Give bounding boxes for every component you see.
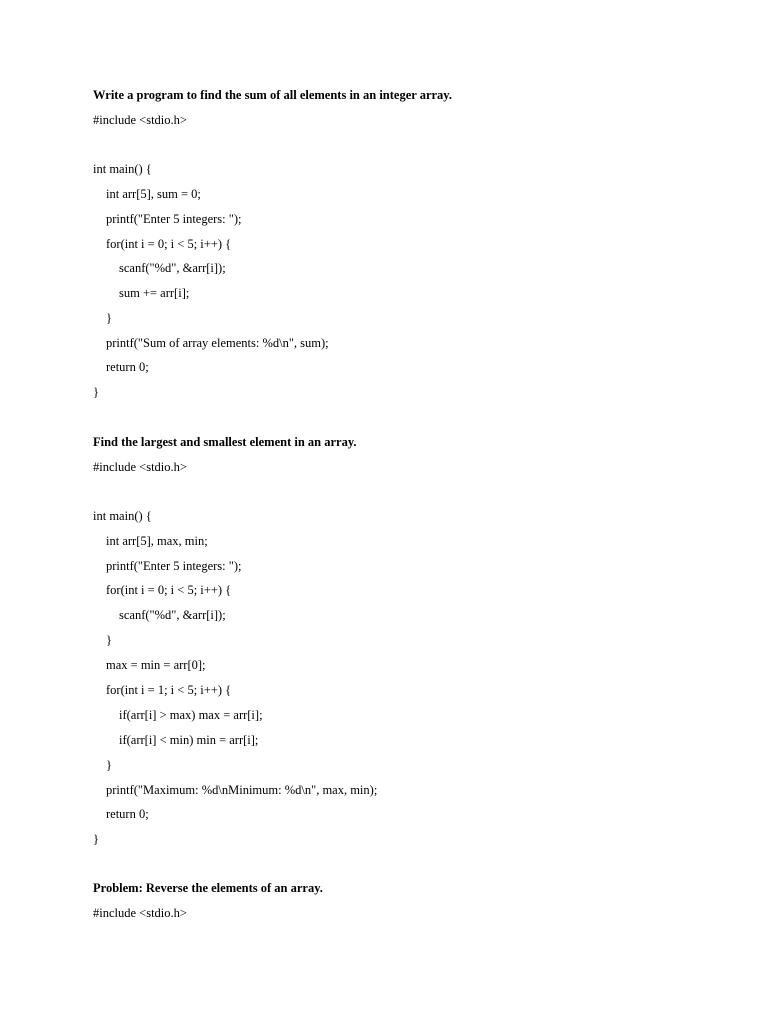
code-line: } <box>106 633 112 647</box>
code-line: return 0; <box>106 360 149 374</box>
code-line: printf("Enter 5 integers: "); <box>106 212 242 226</box>
code-line: sum += arr[i]; <box>119 286 190 300</box>
code-line: printf("Sum of array elements: %d\n", sum); <box>106 336 329 350</box>
code-line: if(arr[i] > max) max = arr[i]; <box>119 708 263 722</box>
section-1-heading: Write a program to find the sum of all elements in an integer array. <box>93 88 452 102</box>
code-line: int arr[5], sum = 0; <box>106 187 201 201</box>
code-line: #include <stdio.h> <box>93 906 187 920</box>
code-line: for(int i = 1; i < 5; i++) { <box>106 683 232 697</box>
code-line: return 0; <box>106 807 149 821</box>
code-line: max = min = arr[0]; <box>106 658 206 672</box>
code-line: } <box>93 385 99 399</box>
code-line: } <box>106 311 112 325</box>
code-line: printf("Maximum: %d\nMinimum: %d\n", max, min); <box>106 783 378 797</box>
code-line: } <box>93 832 99 846</box>
code-line: scanf("%d", &arr[i]); <box>119 261 226 275</box>
code-line: } <box>106 758 112 772</box>
code-line: for(int i = 0; i < 5; i++) { <box>106 583 232 597</box>
code-line: printf("Enter 5 integers: "); <box>106 559 242 573</box>
code-line: int main() { <box>93 509 152 523</box>
code-line: scanf("%d", &arr[i]); <box>119 608 226 622</box>
section-3-heading: Problem: Reverse the elements of an array. <box>93 881 323 895</box>
code-line: #include <stdio.h> <box>93 113 187 127</box>
code-line: for(int i = 0; i < 5; i++) { <box>106 237 232 251</box>
section-2-heading: Find the largest and smallest element in an array. <box>93 435 357 449</box>
code-line: #include <stdio.h> <box>93 460 187 474</box>
code-line: if(arr[i] < min) min = arr[i]; <box>119 733 259 747</box>
code-line: int arr[5], max, min; <box>106 534 208 548</box>
code-line: int main() { <box>93 162 152 176</box>
